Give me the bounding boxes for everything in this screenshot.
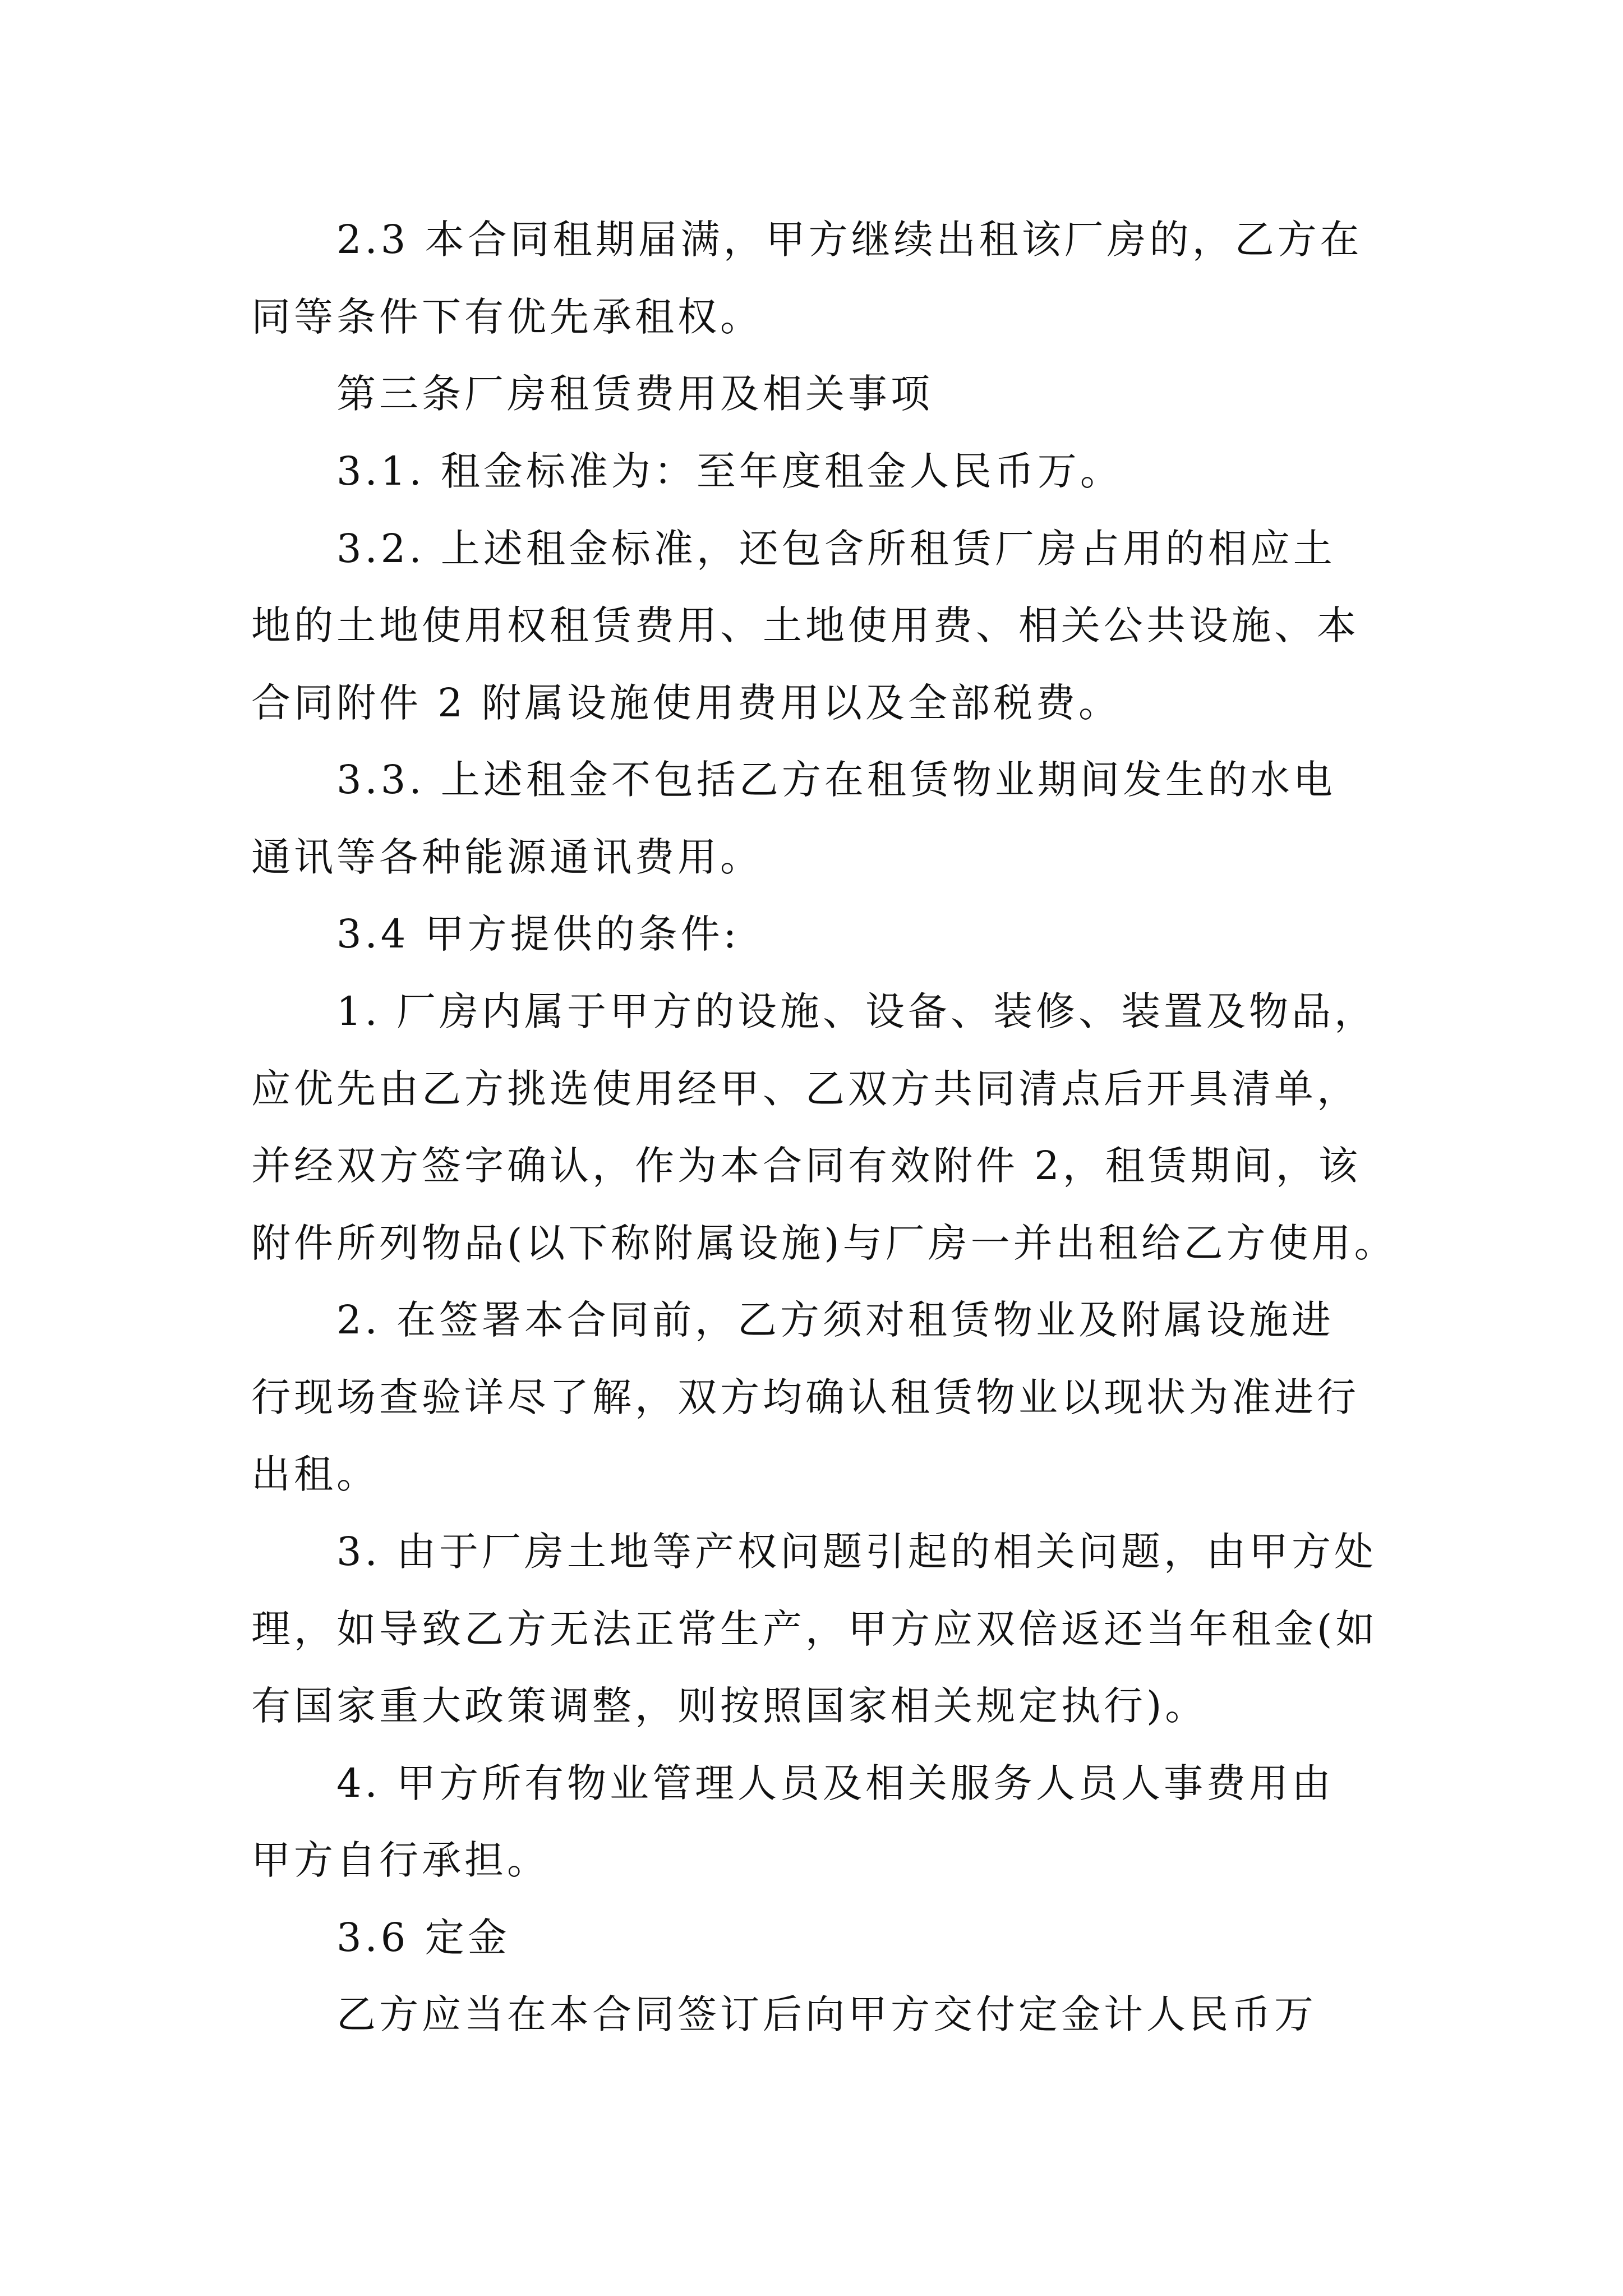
text-line: 3.1. 租金标准为：至年度租金人民币万。 bbox=[336, 448, 1123, 494]
text-line: 出租。 bbox=[251, 1451, 379, 1497]
text-line: 附件所列物品(以下称附属设施)与厂房一并出租给乙方使用。 bbox=[251, 1220, 1397, 1266]
text-line: 乙方应当在本合同签订后向甲方交付定金计人民币万 bbox=[336, 1991, 1317, 2037]
text-line: 3.3. 上述租金不包括乙方在租赁物业期间发生的水电 bbox=[336, 757, 1336, 803]
text-line: 3. 由于厂房土地等产权问题引起的相关问题，由甲方处 bbox=[336, 1529, 1377, 1575]
text-line: 通讯等各种能源通讯费用。 bbox=[251, 834, 763, 880]
section-heading: 3.6 定金 bbox=[336, 1915, 510, 1961]
text-line: 甲方自行承担。 bbox=[251, 1837, 550, 1883]
text-line: 合同附件 2 附属设施使用费用以及全部税费。 bbox=[251, 680, 1122, 726]
text-line: 应优先由乙方挑选使用经甲、乙双方共同清点后开具清单， bbox=[251, 1066, 1359, 1112]
text-line: 并经双方签字确认，作为本合同有效附件 2，租赁期间，该 bbox=[251, 1143, 1361, 1189]
text-line: 4. 甲方所有物业管理人员及相关服务人员人事费用由 bbox=[336, 1760, 1335, 1806]
text-line: 2.3 本合同租期届满，甲方继续出租该厂房的，乙方在 bbox=[336, 217, 1363, 263]
text-line: 有国家重大政策调整，则按照国家相关规定执行)。 bbox=[251, 1683, 1208, 1729]
text-line: 地的土地使用权租赁费用、土地使用费、相关公共设施、本 bbox=[251, 602, 1359, 648]
section-heading: 第三条厂房租赁费用及相关事项 bbox=[336, 371, 933, 417]
text-line: 1. 厂房内属于甲方的设施、设备、装修、装置及物品， bbox=[336, 988, 1377, 1034]
text-line: 2. 在签署本合同前，乙方须对租赁物业及附属设施进 bbox=[336, 1297, 1335, 1343]
text-line: 理，如导致乙方无法正常生产，甲方应双倍返还当年租金(如 bbox=[251, 1606, 1378, 1652]
text-line: 同等条件下有优先承租权。 bbox=[251, 294, 763, 340]
text-line: 3.2. 上述租金标准，还包含所租赁厂房占用的相应土 bbox=[336, 526, 1336, 572]
text-line: 行现场查验详尽了解，双方均确认租赁物业以现状为准进行 bbox=[251, 1374, 1359, 1420]
text-line: 3.4 甲方提供的条件: bbox=[336, 911, 740, 957]
